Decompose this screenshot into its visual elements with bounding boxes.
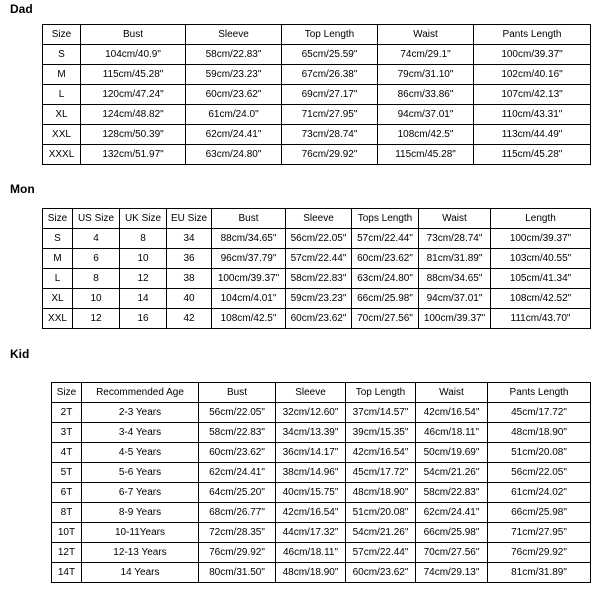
dad-column-header: Sleeve xyxy=(186,25,282,45)
mom-table-cell: 8 xyxy=(73,269,120,289)
kid-table-cell: 14T xyxy=(52,563,82,583)
mom-table-cell: 96cm/37.79" xyxy=(212,249,286,269)
kid-table-cell: 60cm/23.62" xyxy=(199,443,276,463)
kid-table-cell: 80cm/31.50" xyxy=(199,563,276,583)
kid-table-cell: 60cm/23.62" xyxy=(346,563,416,583)
mom-column-header: Bust xyxy=(212,209,286,229)
kid-table-cell: 6T xyxy=(52,483,82,503)
mom-table-cell: 40 xyxy=(167,289,212,309)
mom-header-row xyxy=(43,209,591,229)
kid-table-cell: 56cm/22.05" xyxy=(199,403,276,423)
kid-table-cell: 81cm/31.89" xyxy=(488,563,591,583)
mom-table-cell: 57cm/22.44" xyxy=(286,249,352,269)
dad-table-cell: 76cm/29.92" xyxy=(282,145,378,165)
kid-table-cell: 50cm/19.69" xyxy=(416,443,488,463)
kid-table-cell: 42cm/16.54" xyxy=(346,443,416,463)
kid-table-cell: 8T xyxy=(52,503,82,523)
kid-table-cell: 32cm/12.60" xyxy=(276,403,346,423)
kid-table-cell: 64cm/25.20" xyxy=(199,483,276,503)
kid-table-cell: 45cm/17.72" xyxy=(346,463,416,483)
kid-table-row xyxy=(52,543,591,563)
kid-table-cell: 3T xyxy=(52,423,82,443)
kid-table-cell: 62cm/24.41" xyxy=(416,503,488,523)
kid-table-cell: 66cm/25.98" xyxy=(416,523,488,543)
mom-table-cell: 66cm/25.98" xyxy=(352,289,419,309)
kid-header-row xyxy=(52,383,591,403)
dad-table-cell: L xyxy=(43,85,81,105)
dad-table-cell: 59cm/23.23" xyxy=(186,65,282,85)
kid-table-cell: 68cm/26.77" xyxy=(199,503,276,523)
dad-table-cell: 100cm/39.37" xyxy=(474,45,591,65)
kid-table-cell: 48cm/18.90" xyxy=(276,563,346,583)
mom-table-row xyxy=(43,289,591,309)
dad-table-cell: 71cm/27.95" xyxy=(282,105,378,125)
kid-table-cell: 71cm/27.95" xyxy=(488,523,591,543)
dad-table-cell: 124cm/48.82" xyxy=(81,105,186,125)
kid-table-cell: 48cm/18.90" xyxy=(488,423,591,443)
dad-table-cell: 115cm/45.28" xyxy=(378,145,474,165)
kid-table-row xyxy=(52,463,591,483)
mom-table-cell: 94cm/37.01" xyxy=(419,289,491,309)
kid-size-table xyxy=(51,382,591,583)
kid-table-cell: 66cm/25.98" xyxy=(488,503,591,523)
dad-table-cell: 86cm/33.86" xyxy=(378,85,474,105)
mom-table-cell: 81cm/31.89" xyxy=(419,249,491,269)
mom-table-cell: 10 xyxy=(73,289,120,309)
dad-table-row xyxy=(43,105,591,125)
dad-table-row xyxy=(43,125,591,145)
kid-table-cell: 37cm/14.57" xyxy=(346,403,416,423)
dad-header-row xyxy=(43,25,591,45)
dad-table-cell: 62cm/24.41" xyxy=(186,125,282,145)
kid-table-cell: 54cm/21.26" xyxy=(346,523,416,543)
mom-table-cell: 58cm/22.83" xyxy=(286,269,352,289)
kid-table-cell: 46cm/18.11" xyxy=(416,423,488,443)
kid-table-cell: 45cm/17.72" xyxy=(488,403,591,423)
dad-table-cell: 79cm/31.10" xyxy=(378,65,474,85)
mom-table-cell: 63cm/24.80" xyxy=(352,269,419,289)
dad-table-cell: XXL xyxy=(43,125,81,145)
mom-table-cell: 100cm/39.37" xyxy=(491,229,591,249)
mom-column-header: US Size xyxy=(73,209,120,229)
mom-table-cell: 100cm/39.37" xyxy=(212,269,286,289)
dad-table-cell: 58cm/22.83" xyxy=(186,45,282,65)
mom-table-cell: 108cm/42.52" xyxy=(491,289,591,309)
kid-table-cell: 48cm/18.90" xyxy=(346,483,416,503)
dad-section-title: Dad xyxy=(10,2,33,16)
mom-table-cell: M xyxy=(43,249,73,269)
mom-table-cell: 34 xyxy=(167,229,212,249)
mom-table-cell: 4 xyxy=(73,229,120,249)
kid-section-title: Kid xyxy=(10,347,30,361)
mom-table-cell: 10 xyxy=(120,249,167,269)
kid-table-cell: 10-11Years xyxy=(82,523,199,543)
kid-table-cell: 74cm/29.13" xyxy=(416,563,488,583)
kid-column-header: Size xyxy=(52,383,82,403)
dad-table-cell: S xyxy=(43,45,81,65)
dad-table-row xyxy=(43,85,591,105)
mom-table-cell: 73cm/28.74" xyxy=(419,229,491,249)
kid-table-cell: 2T xyxy=(52,403,82,423)
dad-column-header: Size xyxy=(43,25,81,45)
dad-table-cell: 115cm/45.28" xyxy=(474,145,591,165)
dad-column-header: Waist xyxy=(378,25,474,45)
mom-table-row xyxy=(43,229,591,249)
dad-table-row xyxy=(43,45,591,65)
mom-table-cell: 88cm/34.65" xyxy=(212,229,286,249)
dad-size-table xyxy=(42,24,591,165)
kid-table-row xyxy=(52,523,591,543)
dad-table-cell: XL xyxy=(43,105,81,125)
dad-table-cell: 132cm/51.97" xyxy=(81,145,186,165)
mom-table-cell: 42 xyxy=(167,309,212,329)
mom-table-cell: 104cm/4.01" xyxy=(212,289,286,309)
mom-table-cell: 38 xyxy=(167,269,212,289)
mom-table-cell: 12 xyxy=(73,309,120,329)
kid-table-cell: 51cm/20.08" xyxy=(488,443,591,463)
kid-table-cell: 39cm/15.35" xyxy=(346,423,416,443)
kid-table-cell: 4-5 Years xyxy=(82,443,199,463)
kid-table-cell: 8-9 Years xyxy=(82,503,199,523)
kid-table-cell: 56cm/22.05" xyxy=(488,463,591,483)
dad-table-row xyxy=(43,145,591,165)
dad-table-cell: 107cm/42.13" xyxy=(474,85,591,105)
dad-column-header: Top Length xyxy=(282,25,378,45)
mom-table-cell: S xyxy=(43,229,73,249)
mom-table-cell: 36 xyxy=(167,249,212,269)
mom-column-header: Waist xyxy=(419,209,491,229)
mom-table-cell: 57cm/22.44" xyxy=(352,229,419,249)
mom-table-row xyxy=(43,309,591,329)
mom-table-cell: 100cm/39.37" xyxy=(419,309,491,329)
mom-table-cell: L xyxy=(43,269,73,289)
kid-table-cell: 72cm/28.35" xyxy=(199,523,276,543)
kid-table-cell: 76cm/29.92" xyxy=(199,543,276,563)
dad-table-cell: 63cm/24.80" xyxy=(186,145,282,165)
dad-table-cell: XXXL xyxy=(43,145,81,165)
kid-table-cell: 58cm/22.83" xyxy=(416,483,488,503)
mom-table-cell: 105cm/41.34" xyxy=(491,269,591,289)
mom-table-cell: 56cm/22.05" xyxy=(286,229,352,249)
mom-table-cell: 60cm/23.62" xyxy=(286,309,352,329)
mom-table-cell: 88cm/34.65" xyxy=(419,269,491,289)
mom-column-header: Size xyxy=(43,209,73,229)
dad-column-header: Pants Length xyxy=(474,25,591,45)
kid-table-cell: 76cm/29.92" xyxy=(488,543,591,563)
kid-table-cell: 10T xyxy=(52,523,82,543)
kid-table-cell: 62cm/24.41" xyxy=(199,463,276,483)
mom-table-cell: XL xyxy=(43,289,73,309)
kid-table-cell: 40cm/15.75" xyxy=(276,483,346,503)
kid-table-row xyxy=(52,563,591,583)
kid-table-cell: 5T xyxy=(52,463,82,483)
mom-section-title: Mon xyxy=(10,182,35,196)
kid-table-cell: 54cm/21.26" xyxy=(416,463,488,483)
kid-table-cell: 58cm/22.83" xyxy=(199,423,276,443)
dad-table-cell: 113cm/44.49" xyxy=(474,125,591,145)
kid-table-cell: 46cm/18.11" xyxy=(276,543,346,563)
kid-column-header: Pants Length xyxy=(488,383,591,403)
kid-column-header: Top Length xyxy=(346,383,416,403)
kid-table-cell: 12-13 Years xyxy=(82,543,199,563)
mom-column-header: EU Size xyxy=(167,209,212,229)
dad-table-cell: 65cm/25.59" xyxy=(282,45,378,65)
kid-table-cell: 12T xyxy=(52,543,82,563)
kid-table-cell: 61cm/24.02" xyxy=(488,483,591,503)
kid-column-header: Recommended Age xyxy=(82,383,199,403)
dad-table-cell: M xyxy=(43,65,81,85)
kid-table-cell: 44cm/17.32" xyxy=(276,523,346,543)
mom-table-cell: XXL xyxy=(43,309,73,329)
kid-table-cell: 14 Years xyxy=(82,563,199,583)
dad-table-cell: 67cm/26.38" xyxy=(282,65,378,85)
mom-table-cell: 111cm/43.70" xyxy=(491,309,591,329)
kid-column-header: Sleeve xyxy=(276,383,346,403)
dad-table-cell: 61cm/24.0" xyxy=(186,105,282,125)
dad-table-cell: 69cm/27.17" xyxy=(282,85,378,105)
mom-table-cell: 103cm/40.55" xyxy=(491,249,591,269)
dad-table-cell: 115cm/45.28" xyxy=(81,65,186,85)
mom-column-header: Length xyxy=(491,209,591,229)
dad-table-cell: 73cm/28.74" xyxy=(282,125,378,145)
mom-table-cell: 6 xyxy=(73,249,120,269)
mom-table-row xyxy=(43,249,591,269)
mom-table-cell: 108cm/42.5" xyxy=(212,309,286,329)
dad-table-cell: 120cm/47.24" xyxy=(81,85,186,105)
kid-table-cell: 34cm/13.39" xyxy=(276,423,346,443)
kid-table-cell: 38cm/14.96" xyxy=(276,463,346,483)
mom-table-cell: 59cm/23.23" xyxy=(286,289,352,309)
mom-table-row xyxy=(43,269,591,289)
mom-size-table xyxy=(42,208,591,329)
kid-table-row xyxy=(52,483,591,503)
kid-table-cell: 70cm/27.56" xyxy=(416,543,488,563)
dad-table-cell: 108cm/42.5" xyxy=(378,125,474,145)
dad-table-cell: 94cm/37.01" xyxy=(378,105,474,125)
mom-table-cell: 8 xyxy=(120,229,167,249)
kid-column-header: Bust xyxy=(199,383,276,403)
mom-table-cell: 70cm/27.56" xyxy=(352,309,419,329)
kid-table-cell: 36cm/14.17" xyxy=(276,443,346,463)
kid-column-header: Waist xyxy=(416,383,488,403)
mom-column-header: Tops Length xyxy=(352,209,419,229)
kid-table-cell: 51cm/20.08" xyxy=(346,503,416,523)
dad-table-row xyxy=(43,65,591,85)
kid-table-cell: 42cm/16.54" xyxy=(276,503,346,523)
kid-table-cell: 3-4 Years xyxy=(82,423,199,443)
kid-table-cell: 5-6 Years xyxy=(82,463,199,483)
dad-table-cell: 104cm/40.9" xyxy=(81,45,186,65)
kid-table-cell: 42cm/16.54" xyxy=(416,403,488,423)
mom-table-cell: 12 xyxy=(120,269,167,289)
dad-table-cell: 102cm/40.16" xyxy=(474,65,591,85)
dad-table-cell: 110cm/43.31" xyxy=(474,105,591,125)
mom-column-header: UK Size xyxy=(120,209,167,229)
kid-table-cell: 2-3 Years xyxy=(82,403,199,423)
kid-table-cell: 57cm/22.44" xyxy=(346,543,416,563)
kid-table-cell: 4T xyxy=(52,443,82,463)
dad-column-header: Bust xyxy=(81,25,186,45)
mom-table-cell: 60cm/23.62" xyxy=(352,249,419,269)
kid-table-cell: 6-7 Years xyxy=(82,483,199,503)
dad-table-cell: 60cm/23.62" xyxy=(186,85,282,105)
dad-table-cell: 128cm/50.39" xyxy=(81,125,186,145)
kid-table-row xyxy=(52,443,591,463)
kid-table-row xyxy=(52,423,591,443)
mom-table-cell: 16 xyxy=(120,309,167,329)
kid-table-row xyxy=(52,403,591,423)
dad-table-cell: 74cm/29.1" xyxy=(378,45,474,65)
mom-table-cell: 14 xyxy=(120,289,167,309)
kid-table-row xyxy=(52,503,591,523)
mom-column-header: Sleeve xyxy=(286,209,352,229)
